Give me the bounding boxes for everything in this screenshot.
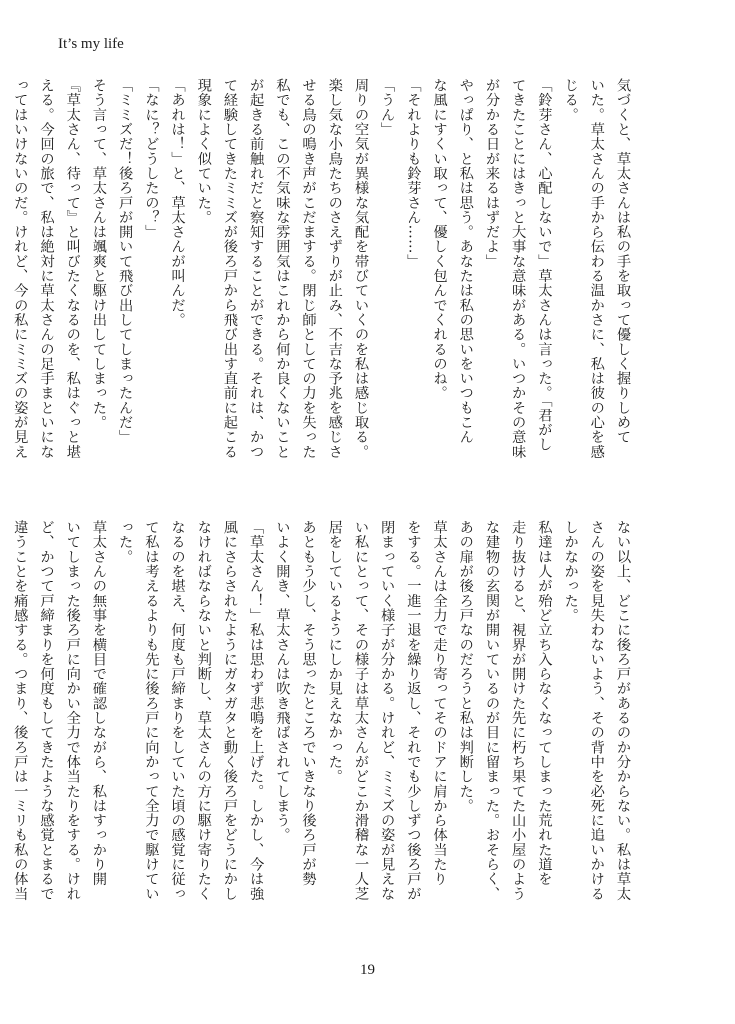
text-column: じる。 [562,78,579,122]
text-column: 周りの空気が異様な気配を帯びていくのを私は感じ取る。 [352,78,369,459]
text-column: て経験してきたミミズが後ろ戸から飛び出す直前に起こる [221,78,238,459]
text-column: しかなかった。 [562,520,579,623]
text-column: なるのを堪え、何度も戸締まりをしていた頃の感覚に従っ [169,520,186,901]
lower-text-block [12,520,636,938]
text-column: な建物の玄関が開いているのが目に留まった。おそらく、 [483,520,500,901]
text-column: 私達は人が殆ど立ち入らなくなってしまった荒れた道を [536,520,553,887]
text-column: 草太さんは全力で走り寄ってそのドアに肩から体当たり [431,520,448,887]
text-column: 『草太さん、待って』と叫びたくなるのを、私はぐっと堪 [64,78,81,459]
text-column: 「それよりも鈴芽さん……」 [405,78,422,269]
text-column: 私でも、この不気味な雰囲気はこれから何か良くないこと [274,78,291,459]
text-column: いよく開き、草太さんは吹き飛ばされてしまう。 [274,520,291,843]
text-column: 草太さんの無事を横目で確認しながら、私はすっかり開 [90,520,107,887]
running-header: It’s my life [58,36,124,52]
text-column: ど、かつて戸締まりを何度もしてきたような感覚とまるで [38,520,55,901]
text-column: 「うん」 [379,78,396,137]
text-column: てきたことにはきっと大事な意味がある。いつかその意味 [510,78,527,459]
text-column: 現象によく似ていた。 [195,78,212,225]
text-column: な風にすくい取って、優しく包んでくれるのね。 [431,78,448,401]
text-column: 「鈴芽さん、心配しないで」草太さんは言った。「君がし [536,78,553,452]
text-column: 「ミミズだ！後ろ戸が開いて飛び出してしまったんだ」 [117,78,134,445]
text-column: 「草太さん！」私は思わず悲鳴を上げた。しかし、今は強 [248,520,265,901]
text-column: 楽し気な小鳥たちのさえずりが止み、不吉な予兆を感じさ [326,78,343,459]
text-column: が分かる日が来るはずだよ」 [483,78,500,269]
upper-text-block [12,78,636,496]
text-column: 閉まっていく様子が分かる。けれど、ミミズの姿が見えな [379,520,396,901]
text-column: 「なに？どうしたの？」 [143,78,160,240]
text-column: せる鳥の鳴き声がこだまする。閉じ師としての力を失った [300,78,317,459]
text-column: 気づくと、草太さんは私の手を取って優しく握りしめて [615,78,631,445]
text-column: 違うことを痛感する。つまり、後ろ戸は一ミリも私の体当 [12,520,29,901]
text-column: ってはいけないのだ。けれど、今の私にミミズの姿が見え [12,78,29,459]
text-column: やっぱり、と私は思う。あなたは私の思いをいつもこん [457,78,474,445]
text-column: あの扉が後ろ戸なのだろうと私は判断した。 [457,520,474,813]
text-column: 走り抜けると、視界が開けた先に朽ち果てた山小屋のよう [510,520,527,901]
text-column: いた。草太さんの手から伝わる温かさに、私は彼の心を感 [588,78,605,459]
text-column: 居をしているようにしか見えなかった。 [326,520,343,784]
text-column: が起きる前触れだと察知することができる。それは、かつ [248,78,265,459]
text-column: い私にとって、その様子は草太さんがどこか滑稽な一人芝 [352,520,369,901]
text-column: なければならないと判断し、草太さんの方に駆け寄りたく [195,520,212,901]
text-column: える。今回の旅で、私は絶対に草太さんの足手まといにな [38,78,55,459]
text-column: いてしまった後ろ戸に向かい全力で体当たりをする。けれ [64,520,81,901]
page-number: 19 [360,962,375,978]
text-column: さんの姿を見失わないよう、その背中を必死に追いかける [588,520,605,901]
text-column: て私は考えるよりも先に後ろ戸に向かって全力で駆けてい [143,520,160,901]
text-column: 「あれは！」と、草太さんが叫んだ。 [169,78,186,328]
text-column: った。 [117,520,134,564]
text-column: ない以上、どこに後ろ戸があるのか分からない。私は草太 [615,520,631,901]
text-column: 風にさらされたようにガタガタと動く後ろ戸をどうにかし [221,520,238,901]
text-column: そう言って、草太さんは颯爽と駆け出してしまった。 [90,78,107,430]
text-column: をする。一進一退を繰り返し、それでも少しずつ後ろ戸が [405,520,422,901]
text-column: あともう少し、そう思ったところでいきなり後ろ戸が勢 [300,520,317,887]
